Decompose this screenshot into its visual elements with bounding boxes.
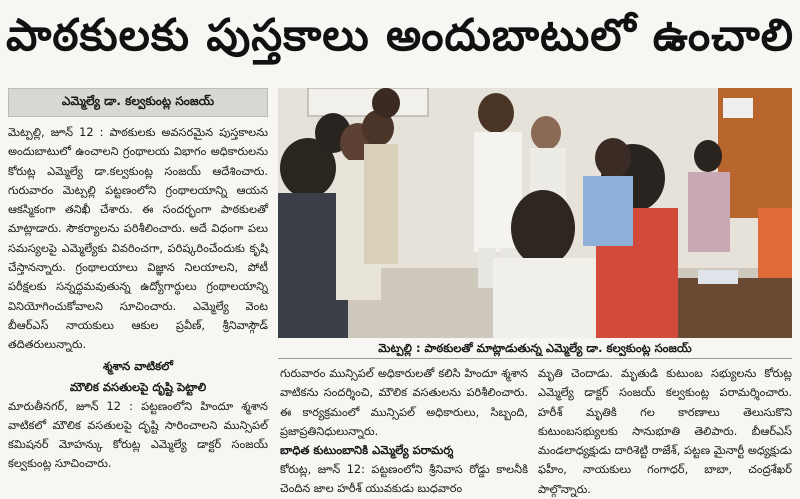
sub-article-body-2: కోరుట్ల, జూన్ 12: పట్టణంలోని శ్రీనివాస రోడ్డు కాలనీకి చెందిన జాల హరీశ్ యువకుడు బుధవారం [280,463,528,496]
sub-article-title-2: బాధిత కుటుంబానికి ఎమ్మెల్యే పరామర్శ [280,443,454,458]
left-column [8,88,268,474]
sub-article-title: మౌలిక వసతులపై దృష్టి పెట్టాలి [69,379,207,394]
article-kicker: ఎమ్మెల్యే డా. కల్వకుంట్ల సంజయ్ [8,88,268,117]
news-photo [278,88,792,338]
headline: పాఠకులకు పుస్తకాలు అందుబాటులో ఉంచాలి [6,10,794,61]
continued-body: గురువారం మున్సిపల్ అధికారులతో కలిసి హిందూ శ్మశాన వాటికను సందర్శించి, మౌలిక వసతులను పరిశీలించారు. ఈ కార్యక్రమంలో మున్సిపల్ అధికారులు, సిబ్బంది, ప్రజాప్రతినిధులున్నారు. [280,367,528,438]
photo-caption: మెట్పల్లి : పాఠకులతో మాట్లాడుతున్న ఎమ్మెల్యే డా. కల్వకుంట్ల సంజయ్ [278,338,792,359]
article-body: మెట్పల్లి, జూన్ 12 : పాఠకులకు అవసరమైన పుస్తకాలను అందుబాటులో ఉంచాలని గ్రంథాలయ విభాగం అధికారులను కోరుట్ల ఎమ్మెల్యే డా.కల్వకుంట్ల సంజయ్ ఆదేశించారు. గురువారం మెట్పల్లి పట్టణంలోని గ్రంథాలయాన్ని ఆయన ఆకస్మికంగా తనిఖీ చేశారు. ఈ సందర్భంగా పాఠకులతో మాట్లాడారు. సౌకర్యాలను పరిశీలించారు. అదే విధంగా పలు సమస్యలపై ఎమ్మెల్యేకు వివరించగా, పరిష్కరించేందుకు కృషి చేస్తానన్నారు. గ్రంథాలయాలు విజ్ఞాన నిలయాలని, పోటీ పరీక్షలకు సన్నద్ధమవుతున్న ఉద్యోగార్థులు గ్రంథాలయాన్ని వినియోగించుకోవాలని సూచించారు. ఎమ్మెల్యే వెంట బీఆర్ఎస్ నాయకులు ఆకుల ప్రవీణ్, శ్రీనివాస్గౌడ్ తదితరులున్నారు. [8,126,268,352]
right-column [538,364,792,499]
middle-column [280,364,528,499]
sub-kicker: శ్మశాన వాటికలో [103,358,173,373]
continued-body-2: మృతి చెందాడు. మృతుడి కుటుంబ సభ్యులను కోరుట్ల ఎమ్మెల్యే డాక్టర్ సంజయ్ కల్వకుంట్ల పరామర్శించారు. హరీశ్ మృతికి గల కారణాలు తెలుసుకొని కుటుంబసభ్యులకు సానుభూతి తెలిపారు. బీఆర్ఎస్ మండలాధ్యక్షుడు దారిశెట్టి రాజేశ్, పట్టణ మైనార్టీ అధ్యక్షుడు ఫహీం, నాయకులు గంగాధర్, బాబా, చంద్రశేఖర్ పాల్గొన్నారు. [538,367,792,496]
sub-article-body: మారుతీనగర్, జూన్ 12 : పట్టణంలోని హిందూ శ్మశాన వాటికలో మౌలిక వసతులపై దృష్టి సారించాలని మున్సిపల్ కమిషనర్ మోహన్కు కోరుట్ల ఎమ్మెల్యే డాక్టర్ సంజయ్ కల్వకుంట్ల సూచించారు. [8,399,268,471]
